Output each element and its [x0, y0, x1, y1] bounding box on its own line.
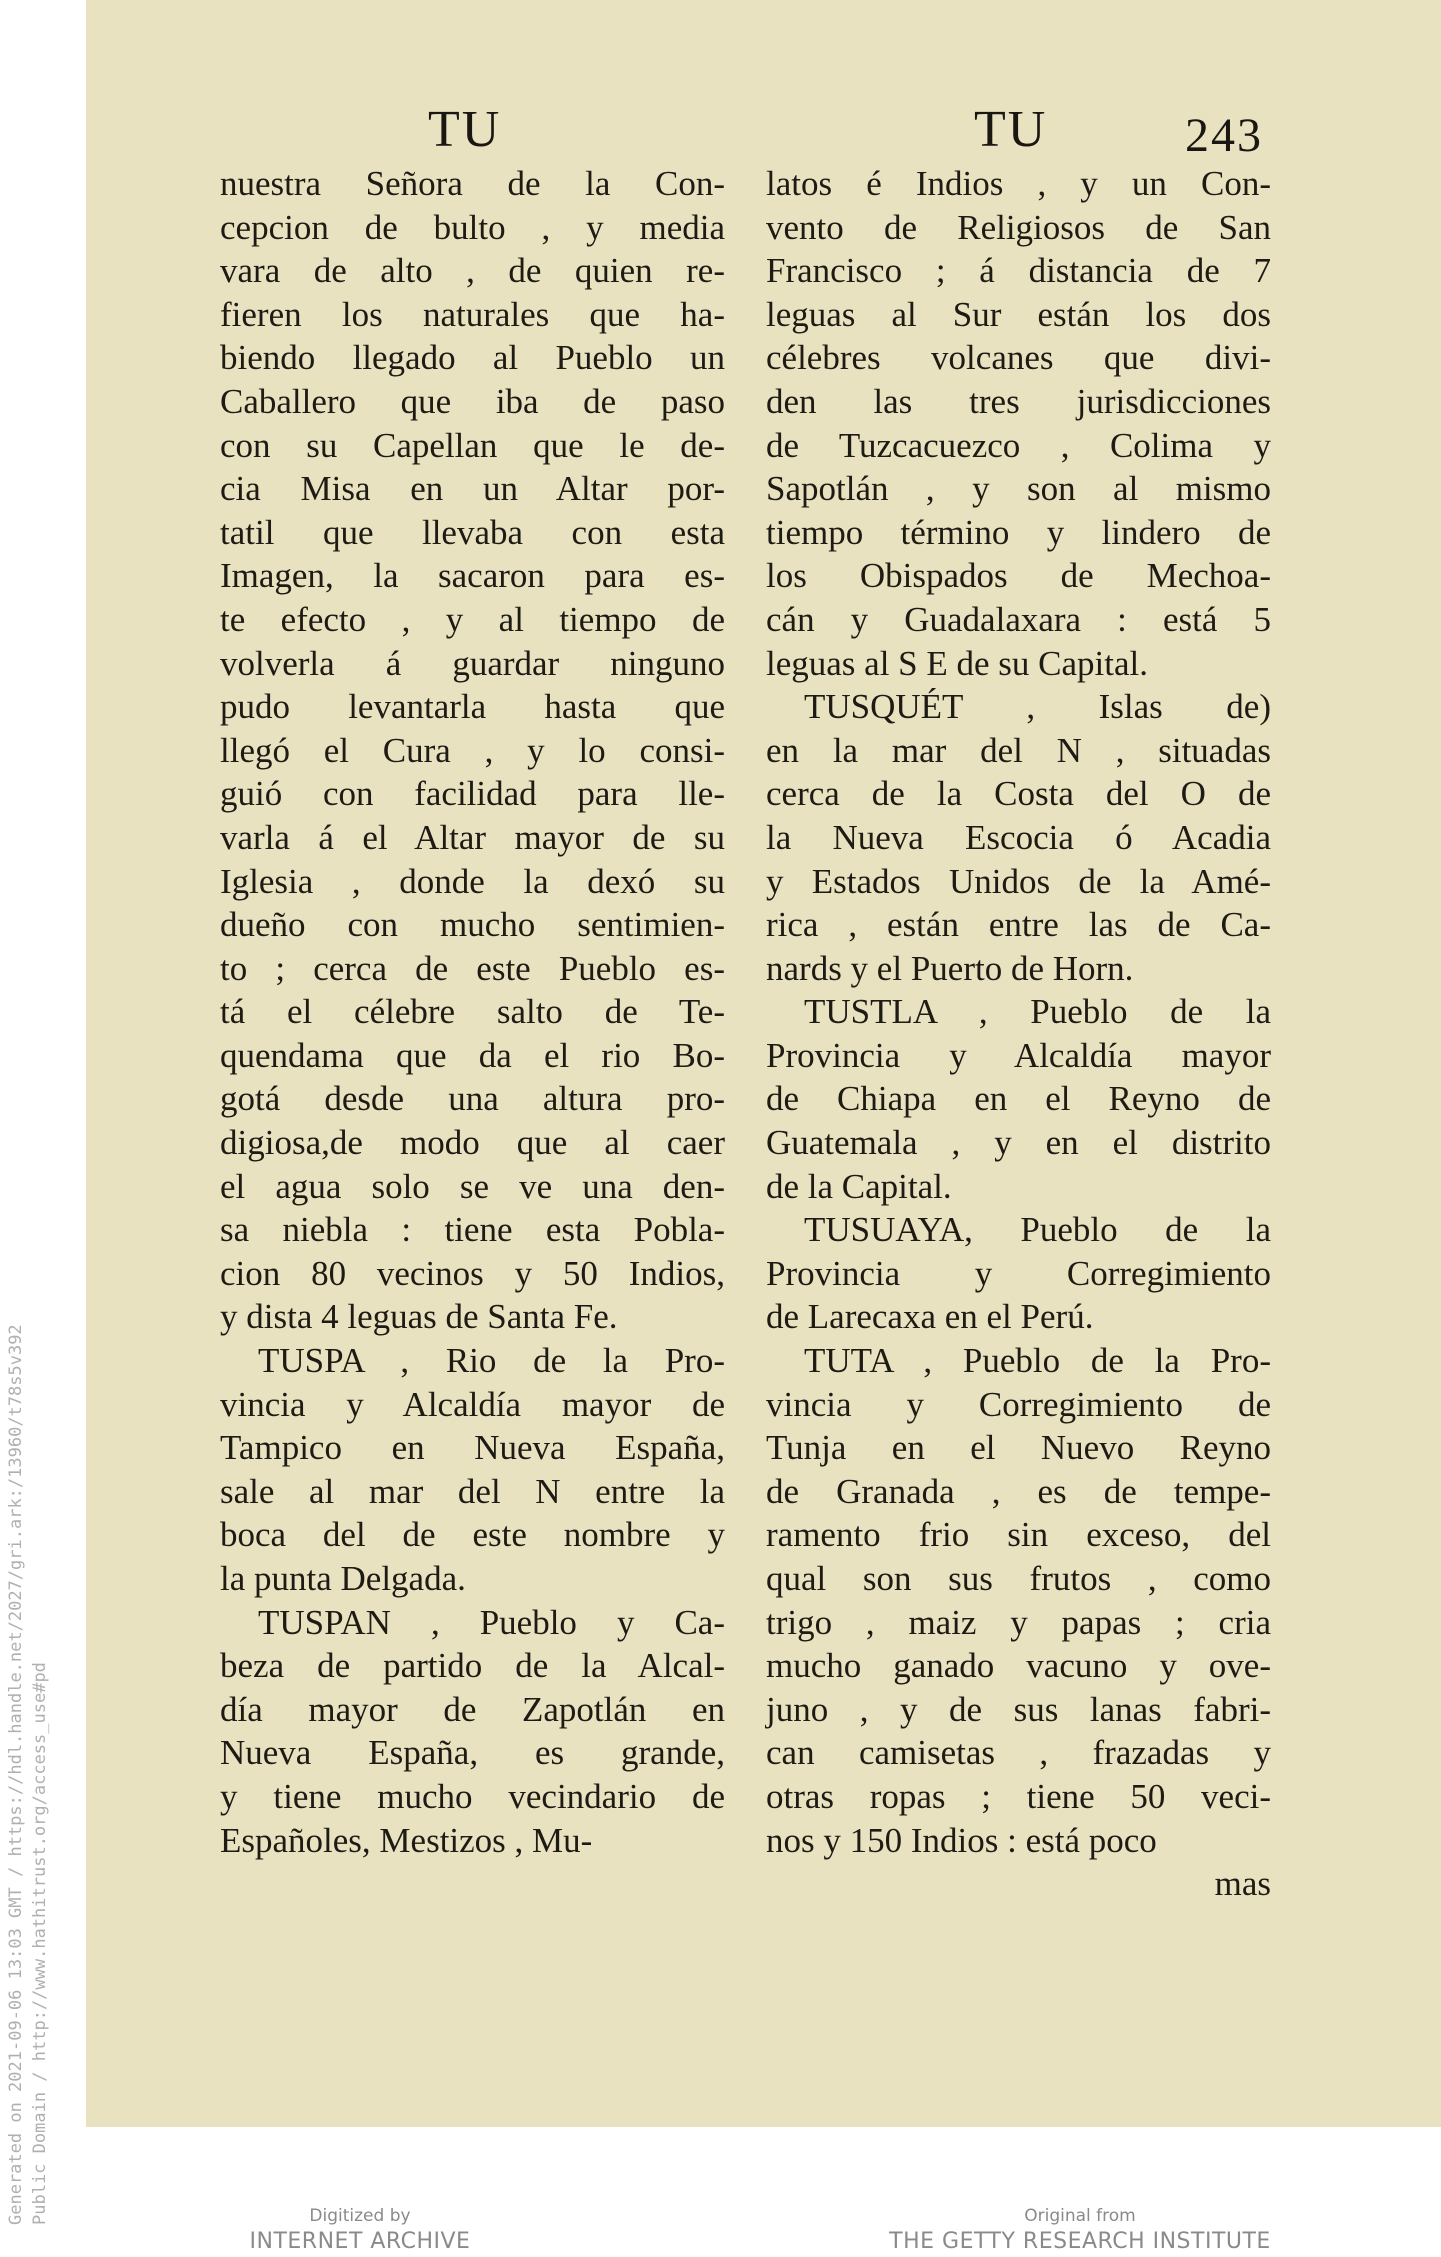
text-line: de Tuzcacuezco , Colima y: [766, 425, 1271, 465]
text-line: sa niebla : tiene esta Pobla-: [220, 1210, 725, 1250]
right-running-head: TU: [974, 101, 1048, 158]
footer-digitized-label: Digitized by: [309, 2206, 411, 2226]
text-line: y dista 4 leguas de Santa Fe.: [220, 1297, 618, 1337]
text-line: cia Misa en un Altar por-: [220, 469, 725, 509]
text-line: to ; cerca de este Pueblo es-: [220, 948, 725, 988]
watermark-generated-line: Generated on 2021-09-06 13:03 GMT / https://hdl.handle.net/2027/gri.ark:/13960/t78s5v392: [6, 1324, 26, 2225]
text-line: cion 80 vecinos y 50 Indios,: [220, 1253, 725, 1293]
text-line: Tunja en el Nuevo Reyno: [766, 1428, 1271, 1468]
text-line: vincia y Alcaldía mayor de: [220, 1384, 725, 1424]
text-line: den las tres jurisdicciones: [766, 381, 1271, 421]
text-line: mucho ganado vacuno y ove-: [766, 1646, 1271, 1686]
text-line: pudo levantarla hasta que: [220, 687, 725, 727]
left-text-column: [220, 162, 725, 1862]
text-line: llegó el Cura , y lo consi-: [220, 730, 725, 770]
text-line: dueño con mucho sentimien-: [220, 905, 725, 945]
text-line: mas: [1214, 1864, 1271, 1904]
text-line: qual son sus frutos , como: [766, 1559, 1271, 1598]
watermark-license-line: Public Domain / http://www.hathitrust.org/access_use#pd: [30, 1662, 50, 2225]
text-line: trigo , maiz y papas ; cria: [766, 1602, 1271, 1642]
page-number: 243: [1185, 109, 1263, 162]
text-line: y Estados Unidos de la Amé-: [766, 861, 1271, 901]
text-line: TUSPAN , Pueblo y Ca-: [258, 1602, 725, 1642]
text-line: Imagen, la sacaron para es-: [220, 556, 725, 596]
text-line: cerca de la Costa del O de: [766, 774, 1271, 814]
text-line: Provincia y Alcaldía mayor: [766, 1035, 1271, 1075]
text-line: de Larecaxa en el Perú.: [766, 1297, 1094, 1337]
text-line: la punta Delgada.: [220, 1559, 466, 1598]
text-line: cepcion de bulto , y media: [220, 207, 725, 247]
left-running-head: TU: [428, 101, 502, 158]
text-line: Iglesia , donde la dexó su: [220, 861, 725, 901]
text-line: leguas al Sur están los dos: [766, 294, 1271, 334]
text-line: de la Capital.: [766, 1166, 952, 1206]
text-line: Provincia y Corregimiento: [766, 1253, 1271, 1293]
text-line: tá el célebre salto de Te-: [220, 992, 725, 1032]
text-line: quendama que da el rio Bo-: [220, 1035, 725, 1075]
text-line: vincia y Corregimiento de: [766, 1384, 1271, 1424]
text-line: fieren los naturales que ha-: [220, 294, 725, 334]
text-line: Francisco ; á distancia de 7: [766, 251, 1271, 291]
text-line: nards y el Puerto de Horn.: [766, 948, 1134, 988]
text-line: sale al mar del N entre la: [220, 1471, 725, 1511]
text-line: célebres volcanes que divi-: [766, 338, 1271, 378]
text-line: ramento frio sin exceso, del: [766, 1515, 1271, 1555]
text-line: nuestra Señora de la Con-: [220, 164, 725, 203]
text-line: TUTA , Pueblo de la Pro-: [804, 1341, 1271, 1381]
text-line: digiosa,de modo que al caer: [220, 1123, 725, 1163]
scanned-page: [86, 0, 1441, 2127]
text-line: beza de partido de la Alcal-: [220, 1646, 725, 1686]
hathitrust-watermark: [4, 1324, 52, 2225]
text-line: y tiene mucho vecindario de: [220, 1776, 725, 1816]
text-line: Españoles, Mestizos , Mu-: [220, 1820, 593, 1860]
footer-internet-archive: INTERNET ARCHIVE: [249, 2229, 471, 2254]
text-line: Tampico en Nueva España,: [220, 1428, 725, 1468]
text-line: en la mar del N , situadas: [766, 730, 1271, 770]
text-line: día mayor de Zapotlán en: [220, 1689, 725, 1729]
text-line: nos y 150 Indios : está poco: [766, 1820, 1157, 1860]
right-text-column: [766, 162, 1271, 1906]
text-line: vara de alto , de quien re-: [220, 251, 725, 291]
text-line: latos é Indios , y un Con-: [766, 164, 1271, 203]
text-line: gotá desde una altura pro-: [220, 1079, 725, 1119]
text-line: TUSPA , Rio de la Pro-: [258, 1341, 725, 1381]
text-line: tiempo término y lindero de: [766, 512, 1271, 552]
text-line: te efecto , y al tiempo de: [220, 599, 725, 639]
text-line: de Chiapa en el Reyno de: [766, 1079, 1271, 1119]
footer-getty-institute: THE GETTY RESEARCH INSTITUTE: [889, 2229, 1271, 2254]
text-line: Nueva España, es grande,: [220, 1733, 725, 1773]
text-line: biendo llegado al Pueblo un: [220, 338, 725, 378]
text-line: los Obispados de Mechoa-: [766, 556, 1271, 596]
text-line: cán y Guadalaxara : está 5: [766, 599, 1271, 639]
text-line: juno , y de sus lanas fabri-: [766, 1689, 1271, 1729]
text-line: la Nueva Escocia ó Acadia: [766, 817, 1271, 857]
text-line: TUSTLA , Pueblo de la: [804, 992, 1271, 1032]
text-line: de Granada , es de tempe-: [766, 1471, 1271, 1511]
text-line: guió con facilidad para lle-: [220, 774, 725, 814]
text-line: TUSUAYA, Pueblo de la: [804, 1210, 1271, 1250]
footer-digitized-by: [240, 2205, 480, 2257]
text-line: can camisetas , frazadas y: [766, 1733, 1271, 1773]
text-line: boca del de este nombre y: [220, 1515, 725, 1555]
text-line: vento de Religiosos de San: [766, 207, 1271, 247]
text-line: Guatemala , y en el distrito: [766, 1123, 1271, 1163]
text-line: volverla á guardar ninguno: [220, 643, 725, 683]
text-line: Sapotlán , y son al mismo: [766, 469, 1271, 509]
text-line: otras ropas ; tiene 50 veci-: [766, 1776, 1271, 1816]
text-line: tatil que llevaba con esta: [220, 512, 725, 552]
text-line: varla á el Altar mayor de su: [220, 817, 725, 857]
text-line: Caballero que iba de paso: [220, 381, 725, 421]
text-line: TUSQUÉT , Islas de): [804, 687, 1271, 727]
footer-original-label: Original from: [1024, 2206, 1136, 2226]
footer-original-from: [870, 2205, 1290, 2257]
text-line: con su Capellan que le de-: [220, 425, 725, 465]
text-line: leguas al S E de su Capital.: [766, 643, 1149, 683]
text-line: el agua solo se ve una den-: [220, 1166, 725, 1206]
text-line: rica , están entre las de Ca-: [766, 905, 1271, 945]
